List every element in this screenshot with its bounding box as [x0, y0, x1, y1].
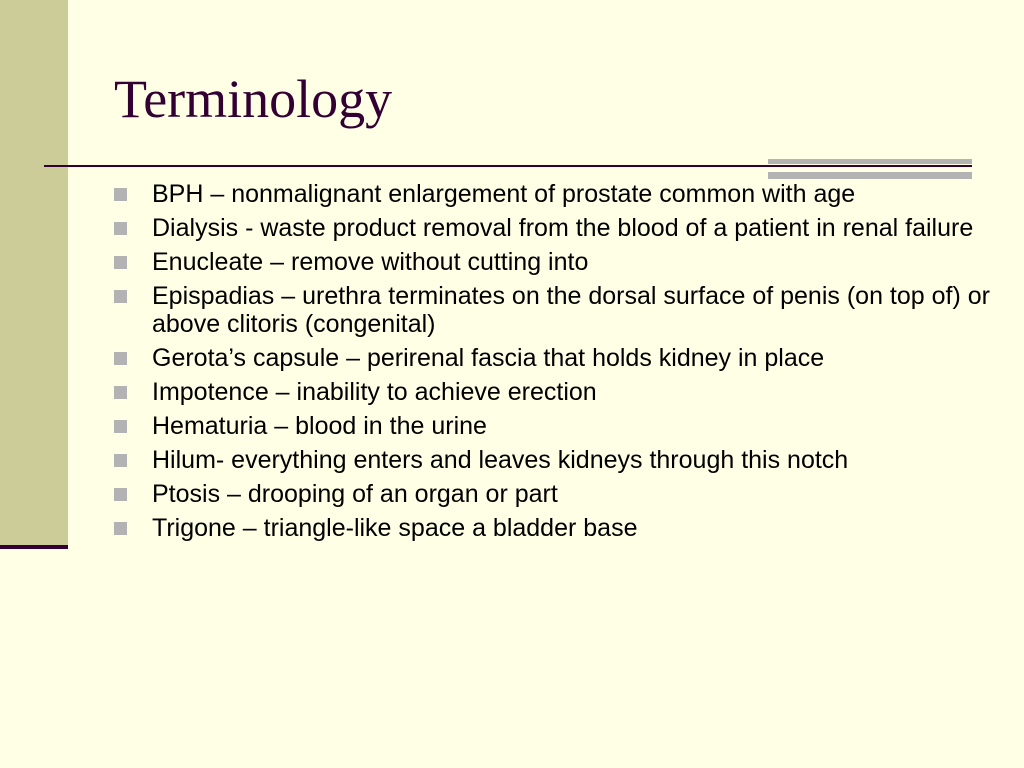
square-bullet-icon — [114, 290, 127, 303]
title-divider — [44, 165, 972, 167]
term-text: Impotence – inability to achieve erection — [152, 378, 597, 406]
title-accent-bar-top — [768, 159, 972, 164]
term-text: Hilum- everything enters and leaves kidneys through this notch — [152, 446, 849, 474]
list-item — [114, 480, 994, 508]
sidebar-decoration — [0, 0, 68, 545]
list-item — [114, 282, 994, 338]
term-text: Dialysis - waste product removal from the blood of a patient in renal failure — [152, 214, 974, 242]
title-accent-bar-bottom — [768, 172, 972, 179]
square-bullet-icon — [114, 256, 127, 269]
term-text: Enucleate – remove without cutting into — [152, 248, 589, 276]
term-text: BPH – nonmalignant enlargement of prostate common with age — [152, 180, 856, 208]
term-text: Epispadias – urethra terminates on the dorsal surface of penis (on top of) or above clitoris (congenital) — [152, 282, 990, 338]
square-bullet-icon — [114, 188, 127, 201]
square-bullet-icon — [114, 420, 127, 433]
list-item — [114, 214, 994, 242]
list-item — [114, 248, 994, 276]
square-bullet-icon — [114, 386, 127, 399]
term-text: Ptosis – drooping of an organ or part — [152, 480, 558, 508]
list-item — [114, 446, 994, 474]
square-bullet-icon — [114, 488, 127, 501]
square-bullet-icon — [114, 522, 127, 535]
list-item — [114, 344, 994, 372]
sidebar-underline — [0, 545, 68, 549]
list-item — [114, 514, 994, 542]
term-text: Hematuria – blood in the urine — [152, 412, 487, 440]
term-text: Gerota’s capsule – perirenal fascia that holds kidney in place — [152, 344, 825, 372]
square-bullet-icon — [114, 454, 127, 467]
term-text: Trigone – triangle-like space a bladder base — [152, 514, 638, 542]
term-list — [114, 180, 994, 548]
square-bullet-icon — [114, 352, 127, 365]
slide-title: Terminology — [114, 69, 393, 129]
list-item — [114, 180, 994, 208]
list-item — [114, 412, 994, 440]
square-bullet-icon — [114, 222, 127, 235]
list-item — [114, 378, 994, 406]
